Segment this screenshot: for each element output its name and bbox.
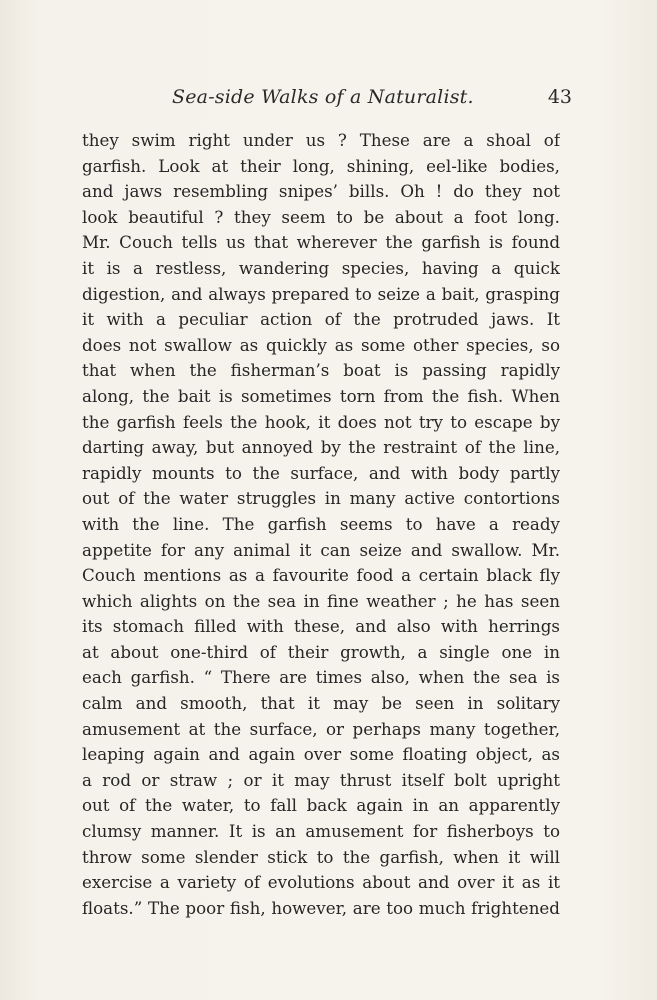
text-line: out of the water, to fall back again in an apparently bbox=[82, 795, 560, 816]
text-line: out of the water struggles in many active contortions bbox=[82, 488, 560, 509]
text-line: and jaws resembling snipes’ bills. Oh ! do they not bbox=[82, 181, 560, 202]
text-line: it is a restless, wandering species, having a quick bbox=[82, 257, 560, 278]
running-head: Sea-side Walks of a Naturalist. bbox=[172, 86, 474, 108]
text-line: darting away, but annoyed by the restraint of the line, bbox=[82, 437, 560, 458]
text-line: its stomach filled with these, and also with herrings bbox=[82, 616, 560, 637]
text-line: garfish. Look at their long, shining, eel-like bodies, bbox=[82, 155, 560, 176]
text-line: clumsy manner. It is an amusement for fisherboys to bbox=[82, 821, 560, 842]
text-line: digestion, and always prepared to seize a bait, grasping bbox=[82, 283, 560, 304]
text-line: they swim right under us ? These are a shoal of bbox=[82, 130, 560, 150]
text-line: leaping again and again over some floating object, as bbox=[82, 744, 560, 765]
text-line: look beautiful ? they seem to be about a foot long. bbox=[82, 206, 560, 227]
text-line: along, the bait is sometimes torn from the fish. When bbox=[82, 385, 560, 406]
text-line: exercise a variety of evolutions about and over it as it bbox=[82, 872, 560, 893]
text-line: with the line. The garfish seems to have a ready bbox=[82, 513, 560, 534]
text-line: throw some slender stick to the garfish, when it will bbox=[82, 846, 560, 867]
text-line: which alights on the sea in fine weather ; he has seen bbox=[82, 590, 560, 611]
text-line: each garfish. “ There are times also, when the sea is bbox=[82, 667, 560, 688]
text-line: Couch mentions as a favourite food a certain black fly bbox=[82, 565, 560, 586]
text-line: calm and smooth, that it may be seen in solitary bbox=[82, 693, 560, 714]
text-line: at about one-third of their growth, a single one in bbox=[82, 641, 560, 662]
text-line: floats.” The poor fish, however, are too much frightened bbox=[82, 897, 560, 918]
text-line: rapidly mounts to the surface, and with body partly bbox=[82, 462, 560, 483]
page-number: 43 bbox=[547, 86, 572, 108]
text-line: does not swallow as quickly as some other species, so bbox=[82, 334, 560, 355]
text-line: Mr. Couch tells us that wherever the garfish is found bbox=[82, 232, 560, 253]
text-line: the garfish feels the hook, it does not try to escape by bbox=[82, 411, 560, 432]
text-line: that when the fisherman’s boat is passing rapidly bbox=[82, 360, 560, 381]
text-line: amusement at the surface, or perhaps many together, bbox=[82, 718, 560, 739]
body-text bbox=[82, 128, 560, 921]
page-header bbox=[82, 86, 572, 116]
text-line: a rod or straw ; or it may thrust itself bolt upright bbox=[82, 769, 560, 790]
text-line: appetite for any animal it can seize and swallow. Mr. bbox=[82, 539, 560, 560]
text-line: it with a peculiar action of the protruded jaws. It bbox=[82, 309, 560, 330]
